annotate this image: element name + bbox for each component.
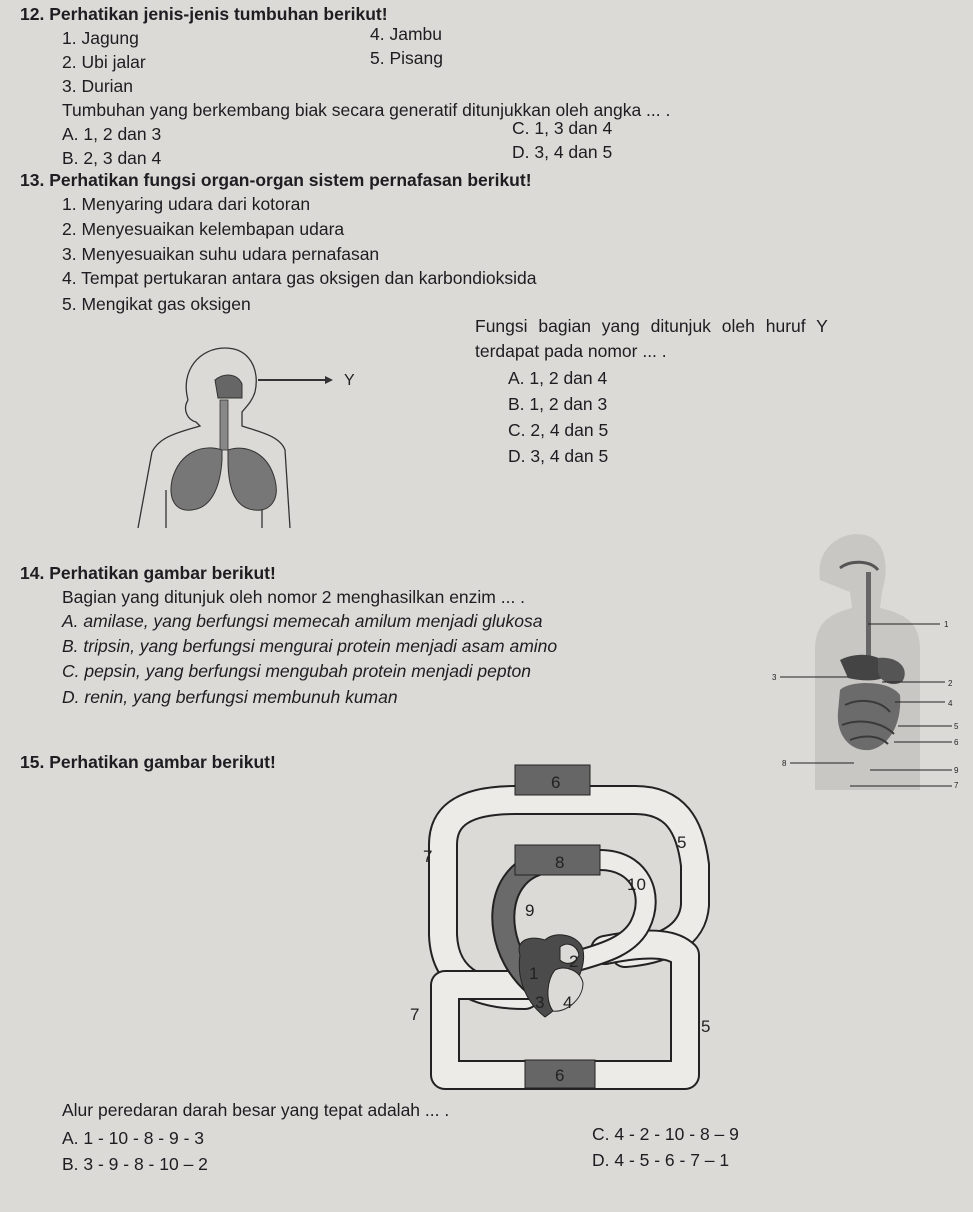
q13-item-5: 5. Mengikat gas oksigen [62,294,251,314]
digestive-label-4: 4 [948,699,953,708]
q12-option-b[interactable]: B. 2, 3 dan 4 [62,148,162,168]
q12-question: Tumbuhan yang berkembang biak secara generatif ditunjukkan oleh angka ... . [62,100,671,120]
respiratory-diagram [130,340,370,530]
circ-label-box8: 8 [555,853,565,872]
q13-item-2: 2. Menyesuaikan kelembapan udara [62,219,345,239]
q12-option-a[interactable]: A. 1, 2 dan 3 [62,124,162,144]
q12-item-1: 1. Jagung [62,28,139,48]
q13-option-a[interactable]: A. 1, 2 dan 4 [508,368,608,388]
digestive-label-9: 9 [954,766,959,775]
circ-label-4: 4 [563,993,573,1012]
q12-item-2: 2. Ubi jalar [62,52,146,72]
q13-item-3: 3. Menyesuaikan suhu udara pernafasan [62,244,380,264]
q15-option-d[interactable]: D. 4 - 5 - 6 - 7 – 1 [592,1150,730,1170]
circ-label-3: 3 [535,993,545,1012]
q12-item-4: 4. Jambu [370,24,442,44]
q13-question-line2: terdapat pada nomor ... . [475,341,667,361]
q14-option-b[interactable]: B. tripsin, yang berfungsi mengurai protein menjadi asam amino [62,636,558,656]
q13-option-c[interactable]: C. 2, 4 dan 5 [508,420,609,440]
circ-label-bottom7: 7 [410,1005,420,1024]
circ-label-left7: 7 [423,847,433,866]
circ-label-bottom6: 6 [555,1066,565,1085]
circ-label-bottom5: 5 [701,1017,711,1036]
digestive-label-6: 6 [954,738,959,747]
q13-option-d[interactable]: D. 3, 4 dan 5 [508,446,609,466]
q15-option-c[interactable]: C. 4 - 2 - 10 - 8 – 9 [592,1124,739,1144]
q12-item-3: 3. Durian [62,76,134,96]
circ-label-1: 1 [529,964,539,983]
q14-option-c[interactable]: C. pepsin, yang berfungsi mengubah protein menjadi pepton [62,661,531,681]
q13-question-line1: Fungsi bagian yang ditunjuk oleh huruf Y [475,316,828,336]
digestive-label-5: 5 [954,722,959,731]
q13-option-b[interactable]: B. 1, 2 dan 3 [508,394,608,414]
circulation-diagram [405,755,725,1100]
digestive-diagram [770,530,970,800]
digestive-label-8: 8 [782,759,787,768]
q13-item-1: 1. Menyaring udara dari kotoran [62,194,311,214]
digestive-label-2: 2 [948,679,953,688]
q15-option-b[interactable]: B. 3 - 9 - 8 - 10 – 2 [62,1154,208,1174]
y-label: Y [344,372,355,389]
q12-option-d[interactable]: D. 3, 4 dan 5 [512,142,613,162]
q14-option-a[interactable]: A. amilase, yang berfungsi memecah amilum menjadi glukosa [62,611,543,631]
digestive-label-1: 1 [944,620,949,629]
q14-title: 14. Perhatikan gambar berikut! [20,563,276,583]
q13-title: 13. Perhatikan fungsi organ-organ sistem pernafasan berikut! [20,170,532,190]
q12-item-5: 5. Pisang [370,48,443,68]
circ-label-right5: 5 [677,833,687,852]
q13-item-4: 4. Tempat pertukaran antara gas oksigen dan karbondioksida [62,268,537,288]
q15-option-a[interactable]: A. 1 - 10 - 8 - 9 - 3 [62,1128,204,1148]
circ-label-9: 9 [525,901,535,920]
q12-title: 12. Perhatikan jenis-jenis tumbuhan berikut! [20,4,388,24]
q14-question: Bagian yang ditunjuk oleh nomor 2 menghasilkan enzim ... . [62,587,526,607]
q14-option-d[interactable]: D. renin, yang berfungsi membunuh kuman [62,687,398,707]
circ-label-2: 2 [569,952,579,971]
digestive-label-7: 7 [954,781,959,790]
q15-title: 15. Perhatikan gambar berikut! [20,752,276,772]
q15-question: Alur peredaran darah besar yang tepat adalah ... . [62,1100,450,1120]
q12-option-c[interactable]: C. 1, 3 dan 4 [512,118,613,138]
circ-label-top6: 6 [551,773,561,792]
digestive-label-3: 3 [772,673,777,682]
circ-label-10: 10 [627,875,646,894]
